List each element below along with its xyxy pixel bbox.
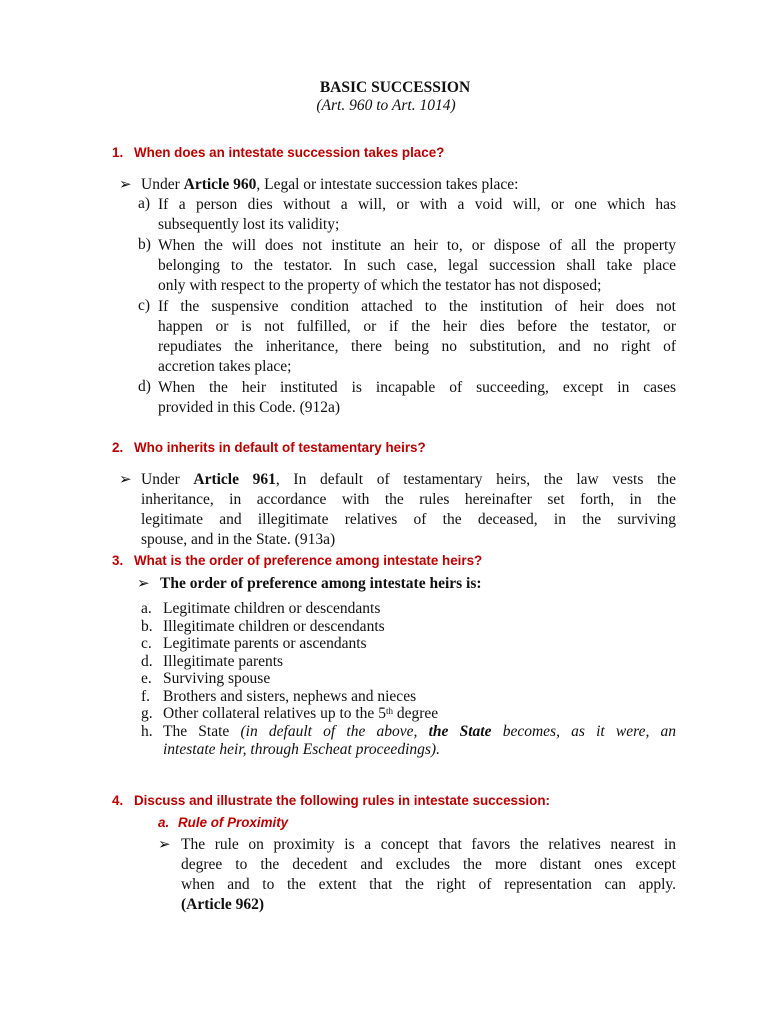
question-1-heading <box>112 145 444 160</box>
list-item: d. Illegitimate parents <box>141 653 284 670</box>
q1-item-c-line-2: happen or is not fulfilled, or if the heir dies before the testator, or <box>158 318 676 335</box>
q1-item-d-marker: d) <box>138 378 151 395</box>
arrow-bullet-icon: ➢ <box>119 177 132 193</box>
question-3-heading <box>112 553 482 568</box>
list-item: f. Brothers and sisters, nephews and nieces <box>141 688 417 705</box>
question-4-text: Discuss and illustrate the following rules in intestate succession: <box>134 793 550 808</box>
list-item: e. Surviving spouse <box>141 670 271 687</box>
article-961: Article 961 <box>193 471 276 488</box>
question-4-number: 4. <box>112 793 124 808</box>
document-subtitle: (Art. 960 to Art. 1014) <box>316 97 456 114</box>
q2-line-1: Under Article 961, In default of testamentary heirs, the law vests the <box>141 471 676 488</box>
rule-of-proximity-title: Rule of Proximity <box>178 815 289 830</box>
question-1-text: When does an intestate succession takes place? <box>134 145 445 160</box>
arrow-bullet-icon: ➢ <box>119 472 132 488</box>
arrow-bullet-icon: ➢ <box>137 576 150 592</box>
document-title: BASIC SUCCESSION <box>319 79 471 96</box>
q4-subheading: a. Rule of Proximity <box>158 815 289 830</box>
list-item: a. Legitimate children or descendants <box>141 600 381 617</box>
question-3-text: What is the order of preference among intestate heirs? <box>134 553 483 568</box>
q2-line-2: inheritance, in accordance with the rules hereinafter set forth, in the <box>141 491 676 508</box>
question-3-number: 3. <box>112 553 124 568</box>
q1-item-d-line-2: provided in this Code. (912a) <box>158 399 341 416</box>
article-960: Article 960 <box>183 176 257 193</box>
question-2-number: 2. <box>112 440 124 455</box>
q1-item-a-line-2: subsequently lost its validity; <box>158 216 340 233</box>
q1-item-c-line-4: accretion takes place; <box>158 358 292 375</box>
question-4-heading <box>112 793 550 808</box>
list-item: b. Illegitimate children or descendants <box>141 618 385 635</box>
q3-subheading: The order of preference among intestate heirs is: <box>160 575 482 592</box>
q2-line-3: legitimate and illegitimate relatives of the deceased, in the surviving <box>141 511 676 528</box>
q1-item-a-marker: a) <box>138 195 151 212</box>
q1-item-c-line-1: If the suspensive condition attached to the institution of heir does not <box>158 298 676 315</box>
q3-item-h-line-1: The State (in default of the above, the State becomes, as it were, an <box>163 723 677 740</box>
q1-item-b-line-1: When the will does not institute an heir to, or dispose of all the property <box>158 237 676 254</box>
q4-line-2: degree to the decedent and excludes the more distant ones except <box>181 856 676 873</box>
q1-item-a-line-1: If a person dies without a will, or with a void will, or one which has <box>158 196 676 213</box>
q1-item-d-line-1: When the heir instituted is incapable of succeeding, except in cases <box>158 379 676 396</box>
q1-item-b-line-2: belonging to the testator. In such case, legal succession shall take place <box>158 257 676 274</box>
question-2-text: Who inherits in default of testamentary heirs? <box>134 440 426 455</box>
q1-item-b-line-3: only with respect to the property of which the testator has not disposed; <box>158 277 602 294</box>
q4-line-1: The rule on proximity is a concept that favors the relatives nearest in <box>181 836 676 853</box>
list-item: c. Legitimate parents or ascendants <box>141 635 367 652</box>
q1-item-b-marker: b) <box>138 236 151 253</box>
the-state-emphasis: the State <box>428 723 492 740</box>
list-item: g. Other collateral relatives up to the 5th degree <box>141 705 439 722</box>
q3-item-h-line-2: intestate heir, through Escheat proceedings). <box>163 741 440 758</box>
q4-citation: (Article 962) <box>181 896 265 913</box>
q1-item-c-line-3: repudiates the inheritance, there being no substitution, and no right of <box>158 338 676 355</box>
question-2-heading <box>112 440 426 455</box>
question-1-number: 1. <box>112 145 124 160</box>
q1-item-c-marker: c) <box>138 297 151 314</box>
list-item-marker-h: h. <box>141 723 153 740</box>
q1-intro: Under Article 960, Legal or intestate succession takes place: <box>141 176 519 193</box>
q2-line-4: spouse, and in the State. (913a) <box>141 531 336 548</box>
q4-line-3: when and to the extent that the right of representation can apply. <box>181 876 676 893</box>
arrow-bullet-icon: ➢ <box>158 837 171 853</box>
